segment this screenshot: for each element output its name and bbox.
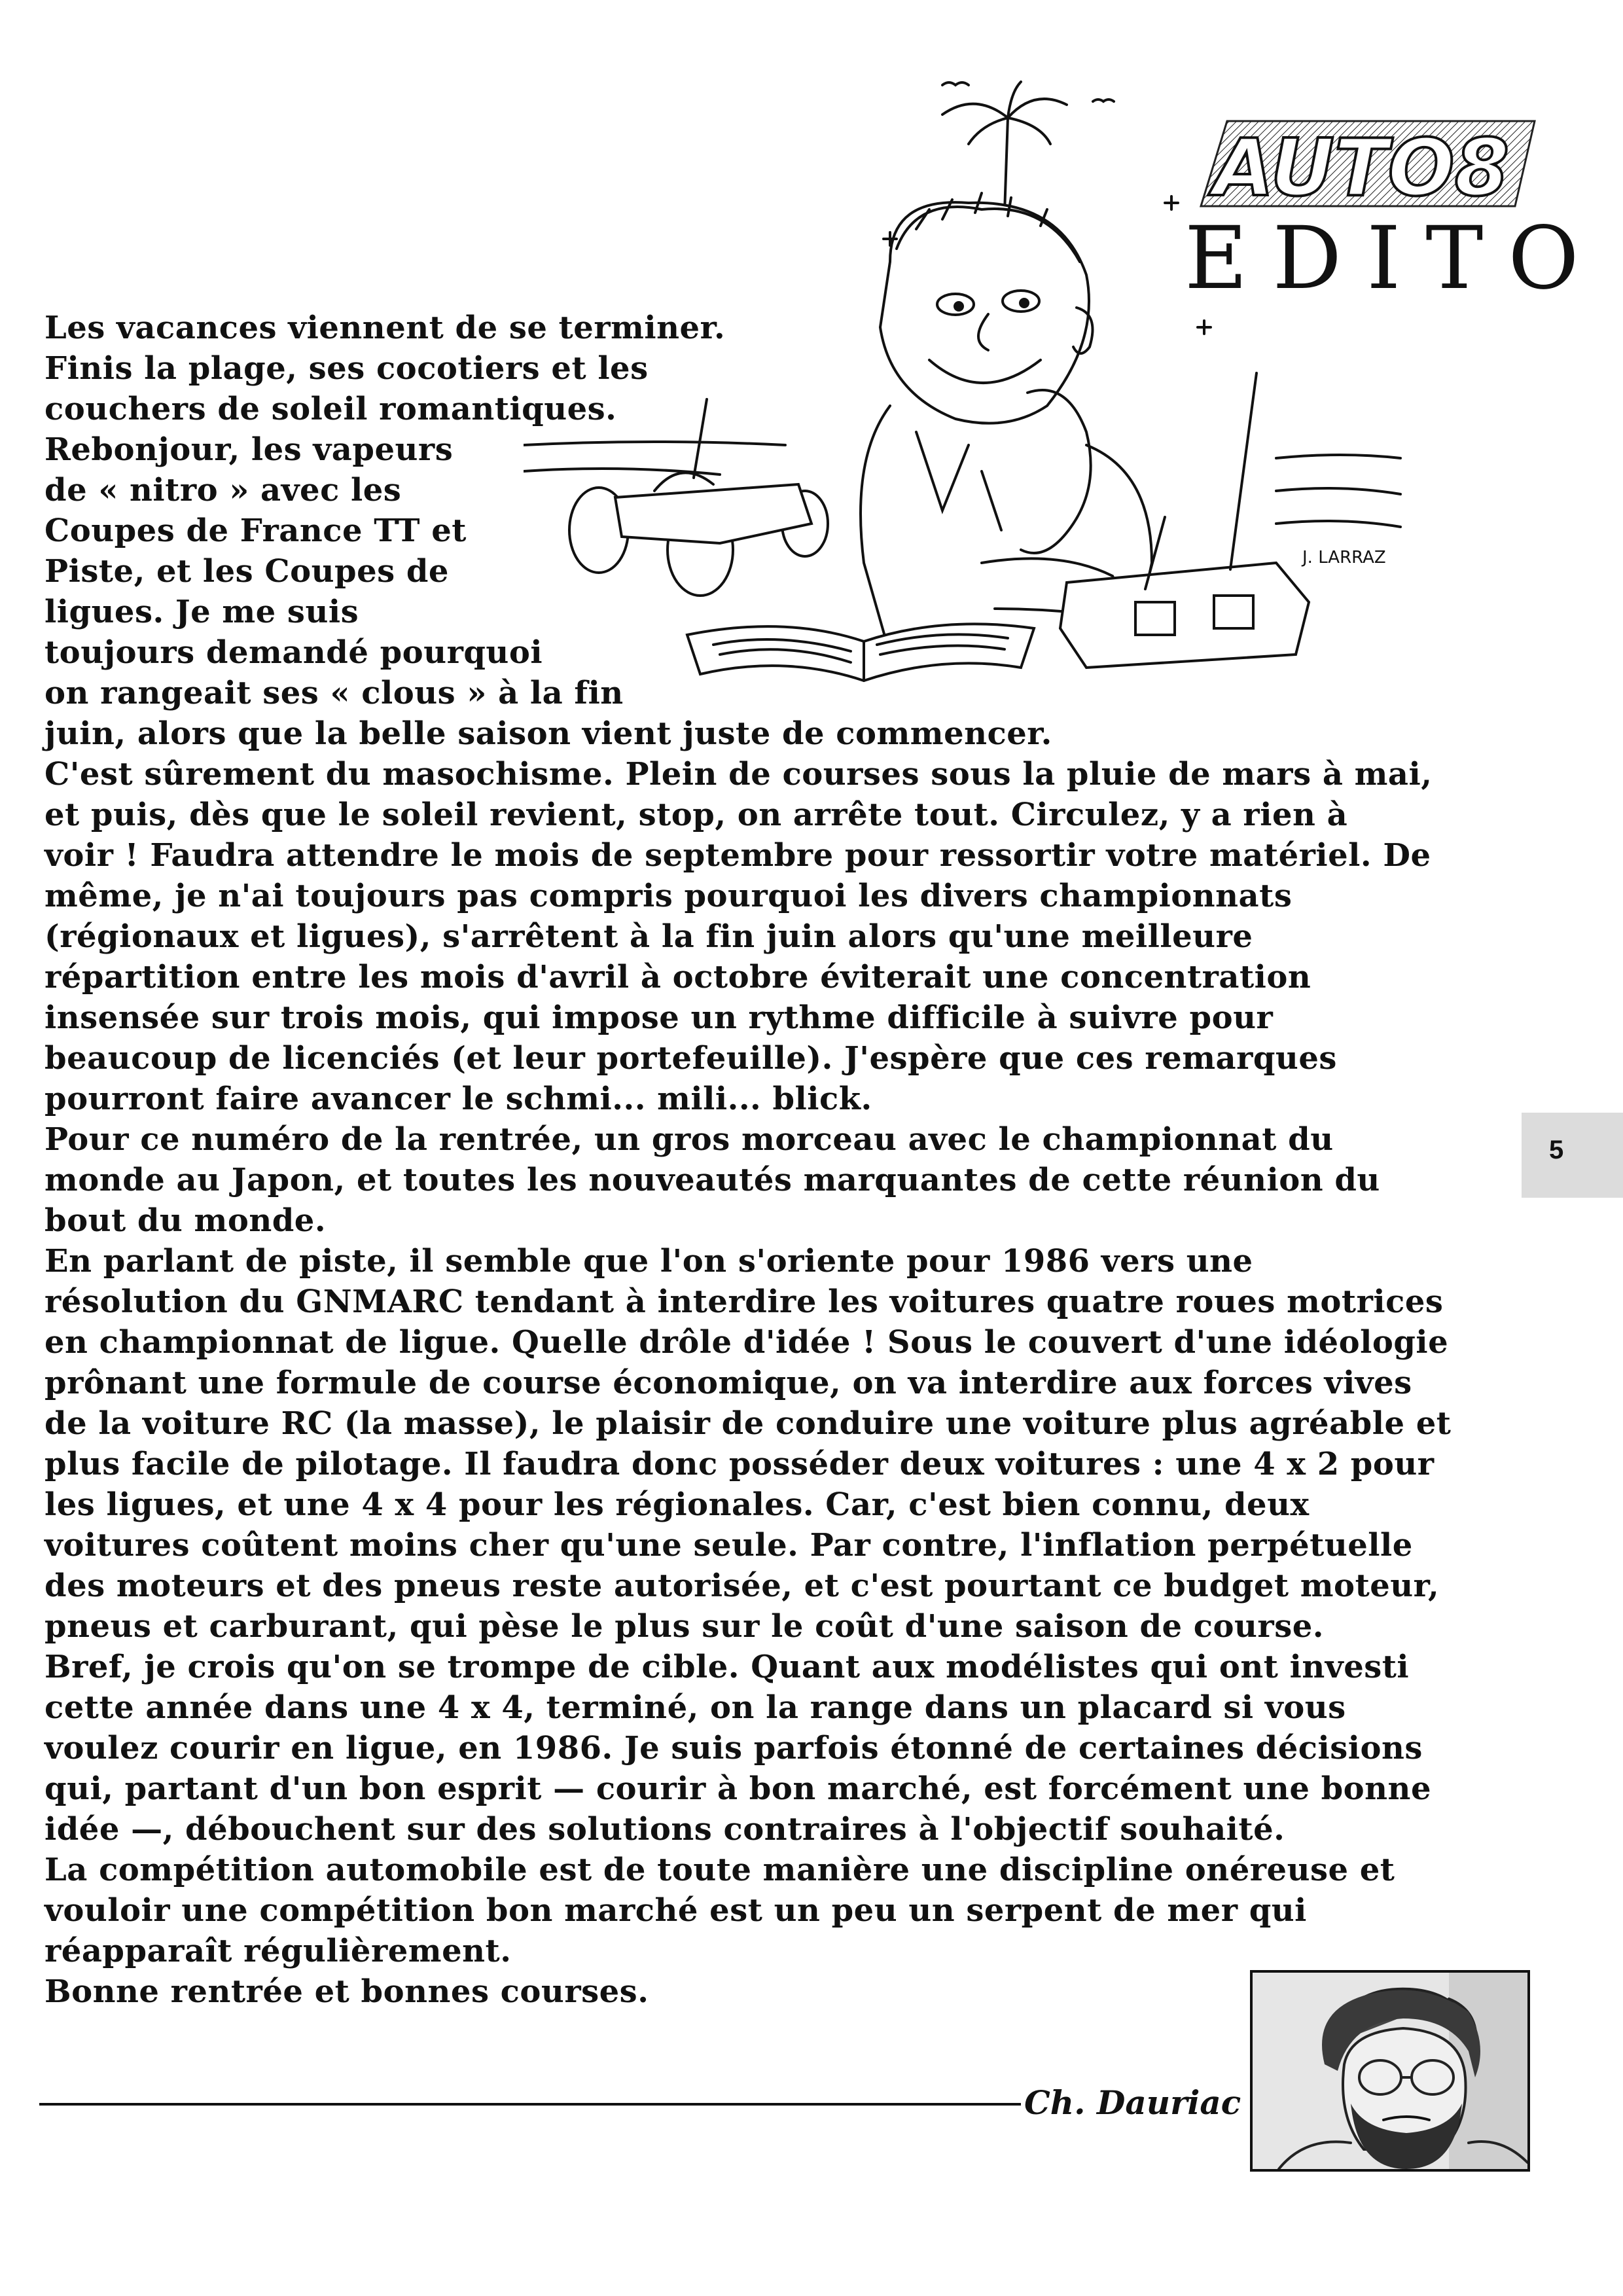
page-tab [1522, 1113, 1623, 1198]
text-line: pourront faire avancer le schmi... mili... blick. [45, 1081, 872, 1117]
text-line: monde au Japon, et toutes les nouveautés marquantes de cette réunion du [45, 1162, 1380, 1198]
text-line: on rangeait ses « clous » à la fin [45, 675, 624, 711]
text-line: plus facile de pilotage. Il faudra donc posséder deux voitures : une 4 x 2 pour [45, 1446, 1435, 1482]
text-line: bout du monde. [45, 1202, 327, 1239]
section-title: EDITO [1185, 208, 1604, 309]
text-line: voitures coûtent moins cher qu'une seule. Par contre, l'inflation perpétuelle [45, 1527, 1413, 1564]
palm-tree-icon [942, 82, 1067, 213]
author-signature: Ch. Dauriac [1024, 2083, 1241, 2122]
text-line: La compétition automobile est de toute manière une discipline onéreuse et [45, 1852, 1395, 1888]
text-line: couchers de soleil romantiques. [45, 391, 617, 427]
cartoon-signature: J. LARRAZ [1302, 548, 1386, 567]
text-line: et puis, dès que le soleil revient, stop, on arrête tout. Circulez, y a rien à [45, 797, 1348, 833]
text-line: Coupes de France TT et [45, 512, 467, 549]
text-line: Finis la plage, ses cocotiers et les [45, 350, 649, 387]
text-line: Les vacances viennent de se terminer. [45, 310, 726, 346]
text-line: résolution du GNMARC tendant à interdire les voitures quatre roues motrices [45, 1283, 1444, 1320]
text-line: idée —, débouchent sur des solutions contraires à l'objectif souhaité. [45, 1811, 1285, 1848]
text-line: Bonne rentrée et bonnes courses. [45, 1973, 649, 2010]
text-line: pneus et carburant, qui pèse le plus sur le coût d'une saison de course. [45, 1608, 1324, 1645]
text-line: En parlant de piste, il semble que l'on s'oriente pour 1986 vers une [45, 1243, 1253, 1280]
text-line: juin, alors que la belle saison vient juste de commencer. [45, 715, 1052, 752]
logo-text: AUTO8 [1213, 123, 1510, 209]
text-line: cette année dans une 4 x 4, terminé, on la range dans un placard si vous [45, 1689, 1346, 1726]
text-line: toujours demandé pourquoi [45, 634, 543, 671]
signature-rule [39, 2103, 1021, 2106]
text-line: insensée sur trois mois, qui impose un rythme difficile à suivre pour [45, 999, 1274, 1036]
text-line: voir ! Faudra attendre le mois de septembre pour ressortir votre matériel. De [45, 837, 1431, 874]
text-line: prônant une formule de course économique, on va interdire aux forces vives [45, 1365, 1412, 1401]
text-line: même, je n'ai toujours pas compris pourquoi les divers championnats [45, 878, 1293, 914]
text-line: beaucoup de licenciés (et leur portefeuille). J'espère que ces remarques [45, 1040, 1337, 1077]
text-line: Piste, et les Coupes de [45, 553, 449, 590]
text-line: Bref, je crois qu'on se trompe de cible. Quant aux modélistes qui ont investi [45, 1649, 1410, 1685]
text-line: (régionaux et ligues), s'arrêtent à la fin juin alors qu'une meilleure [45, 918, 1253, 955]
text-line: de la voiture RC (la masse), le plaisir de conduire une voiture plus agréable et [45, 1405, 1452, 1442]
text-line: répartition entre les mois d'avril à octobre éviterait une concentration [45, 959, 1311, 996]
text-line: Rebonjour, les vapeurs [45, 431, 454, 468]
cartoon-illustration [524, 65, 1407, 687]
text-line: ligues. Je me suis [45, 594, 359, 630]
text-line: les ligues, et une 4 x 4 pour les régionales. Car, c'est bien connu, deux [45, 1486, 1310, 1523]
text-line: qui, partant d'un bon esprit — courir à bon marché, est forcément une bonne [45, 1770, 1431, 1807]
text-line: des moteurs et des pneus reste autorisée, et c'est pourtant ce budget moteur, [45, 1568, 1440, 1604]
text-line: réapparaît régulièrement. [45, 1933, 512, 1969]
text-line: Pour ce numéro de la rentrée, un gros morceau avec le championnat du [45, 1121, 1334, 1158]
page-number: 5 [1549, 1136, 1564, 1164]
text-line: voulez courir en ligue, en 1986. Je suis parfois étonné de certaines décisions [45, 1730, 1423, 1767]
author-photo [1250, 1970, 1530, 2172]
text-line: C'est sûrement du masochisme. Plein de courses sous la pluie de mars à mai, [45, 756, 1433, 793]
text-line: de « nitro » avec les [45, 472, 402, 509]
text-line: en championnat de ligue. Quelle drôle d'idée ! Sous le couvert d'une idéologie [45, 1324, 1449, 1361]
text-line: vouloir une compétition bon marché est un peu un serpent de mer qui [45, 1892, 1307, 1929]
